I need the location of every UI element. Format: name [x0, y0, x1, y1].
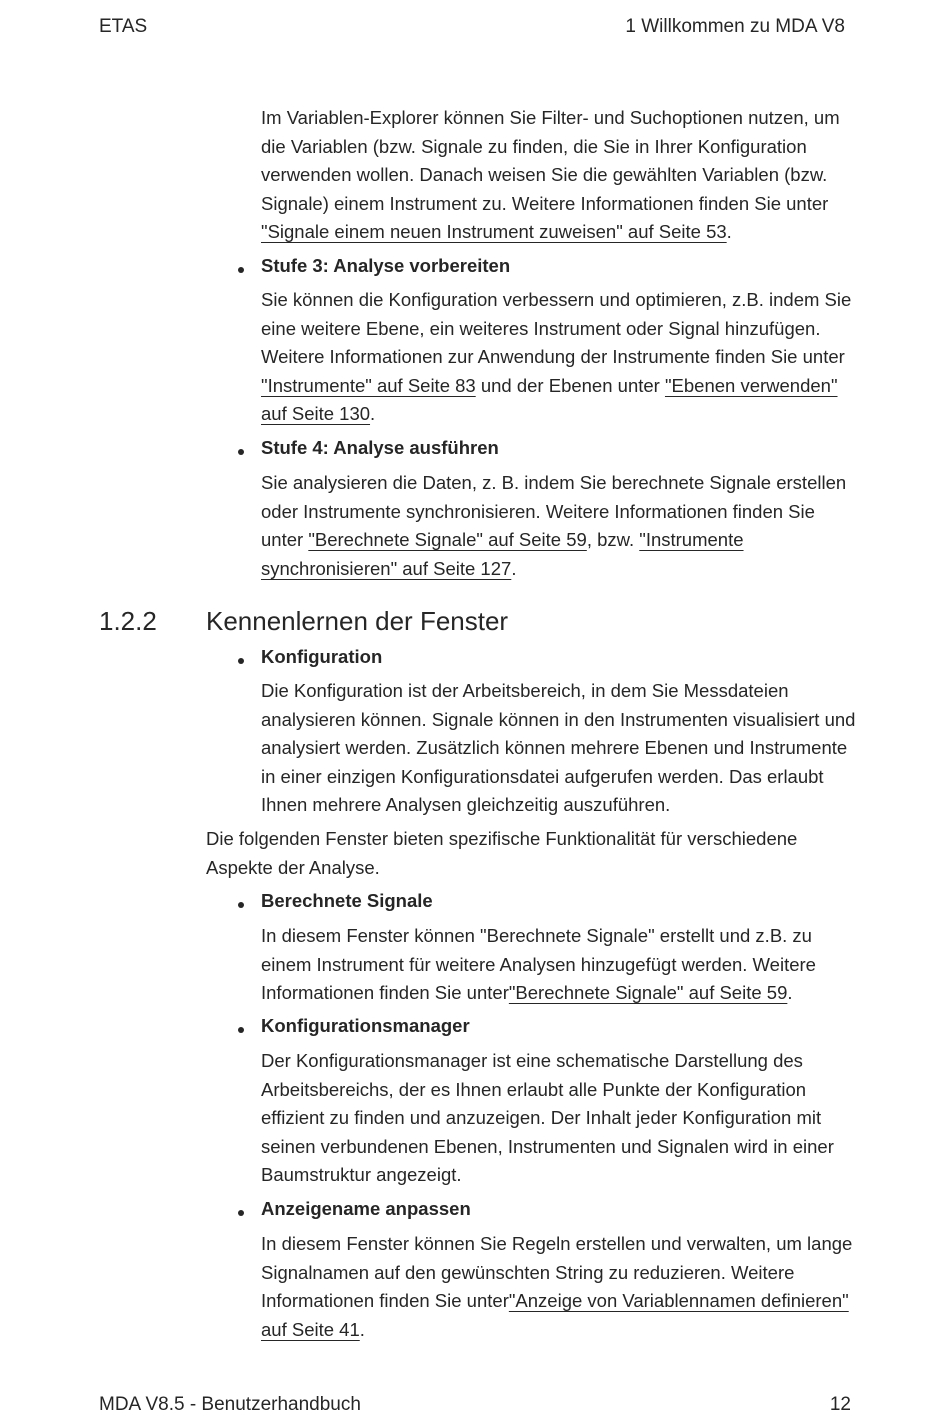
header-chapter: 1 Willkommen zu MDA V8: [625, 16, 845, 37]
step-4-paragraph: [261, 469, 861, 583]
berechnete-signale-text-end: .: [787, 982, 793, 1004]
link-berechnete-signale[interactable]: "Berechnete Signale" auf Seite 59: [308, 529, 587, 551]
step-3-title: Stufe 3: Analyse vorbereiten: [261, 255, 511, 276]
konfiguration-title: Konfiguration: [261, 646, 383, 667]
step-4-text-mid: , bzw.: [586, 529, 640, 551]
intro-paragraph: [261, 104, 861, 247]
intro-text: Im Variablen-Explorer können Sie Filter- und Suchoptionen nutzen, um die Variablen (bzw. Signale zu finden, die Sie in Ihrer Konfiguration verwenden wollen. Danach weisen Sie die gewählten Variablen (bzw. Signale) einem Instrument zu. Weitere Informationen finden Sie unter: [261, 107, 840, 214]
link-ebenen-verwenden[interactable]: "Ebenen verwenden" auf Seite 130: [261, 374, 838, 425]
berechnete-signale-paragraph: [261, 922, 861, 1008]
konfigurationsmanager-title: Konfigurationsmanager: [261, 1015, 470, 1036]
step-4-text-end: .: [511, 557, 517, 579]
anzeigename-text: In diesem Fenster können Sie Regeln erstellen und verwalten, um lange Signalnamen auf den gewünschten String zu reduzieren. Weitere Informationen finden Sie unter: [261, 1233, 853, 1312]
link-instrumente-synchronisieren[interactable]: "Instrumente synchronisieren" auf Seite 127: [261, 529, 744, 579]
windows-intro-paragraph: Die folgenden Fenster bieten spezifische Funktionalität für verschiedene Aspekte der Analyse.: [206, 828, 798, 878]
bullet-icon: [238, 1027, 244, 1033]
link-instrumente[interactable]: "Instrumente" auf Seite 83: [261, 374, 476, 396]
step-4-title: Stufe 4: Analyse ausführen: [261, 437, 499, 458]
bullet-icon: [238, 449, 244, 455]
anzeigename-title: Anzeigename anpassen: [261, 1198, 471, 1219]
step-3-paragraph: [261, 286, 861, 429]
konfigurationsmanager-paragraph: Der Konfigurationsmanager ist eine schematische Darstellung des Arbeitsbereichs, der es Ihnen erlaubt alle Punkte der Konfiguration effizient zu finden und anzuzeigen. Der Inhalt jeder Konfiguration mit seinen verbundenen Ebenen, Instrumenten und Signalen wird in einer Baumstruktur angezeigt.: [261, 1050, 834, 1186]
link-signale-zuweisen[interactable]: "Signale einem neuen Instrument zuweisen" auf Seite 53: [261, 221, 727, 243]
intro-text-end: .: [726, 221, 732, 243]
footer-page-number: 12: [829, 1394, 851, 1415]
bullet-icon: [238, 902, 244, 908]
section-number: 1.2.2: [99, 606, 157, 636]
berechnete-signale-text: In diesem Fenster können "Berechnete Signale" erstellt und z.B. zu einem Instrument für weitere Analysen hinzugefügt werden. Weitere Informationen finden Sie unter: [261, 925, 816, 1004]
step-3-text: Sie können die Konfiguration verbessern und optimieren, z.B. indem Sie eine weitere Ebene, ein weiteres Instrument oder Signal hinzufügen. Weitere Informationen zur Anwendung der Instrumente finden Sie unter: [261, 289, 852, 368]
step-4-text: Sie analysieren die Daten, z. B. indem Sie berechnete Signale erstellen oder Instrumente synchronisieren. Weitere Informationen finden Sie unter: [261, 472, 847, 551]
bullet-icon: [238, 658, 244, 664]
konfiguration-paragraph: Die Konfiguration ist der Arbeitsbereich, in dem Sie Messdateien analysieren können. Signale können in den Instrumenten visualisiert und analysiert werden. Zusätzlich können mehrere Ebenen und Instrumente in einer einzigen Konfigurationsdatei aufgerufen werden. Das erlaubt Ihnen mehrere Analysen gleichzeitig auszuführen.: [261, 680, 856, 816]
step-3-text-mid: und der Ebenen unter: [475, 374, 665, 396]
berechnete-signale-title: Berechnete Signale: [261, 890, 433, 911]
section-title: Kennenlernen der Fenster: [206, 606, 509, 636]
link-variablennamen[interactable]: "Anzeige von Variablennamen definieren" auf Seite 41: [261, 1290, 849, 1340]
anzeigename-paragraph: [261, 1230, 861, 1344]
anzeigename-text-end: .: [359, 1318, 365, 1340]
bullet-icon: [238, 267, 244, 273]
step-3-text-end: .: [370, 403, 376, 425]
bullet-icon: [238, 1210, 244, 1216]
footer-manual-title: MDA V8.5 - Benutzerhandbuch: [99, 1394, 361, 1415]
header-company: ETAS: [99, 16, 148, 37]
link-berechnete-signale-2[interactable]: "Berechnete Signale" auf Seite 59: [508, 982, 788, 1004]
